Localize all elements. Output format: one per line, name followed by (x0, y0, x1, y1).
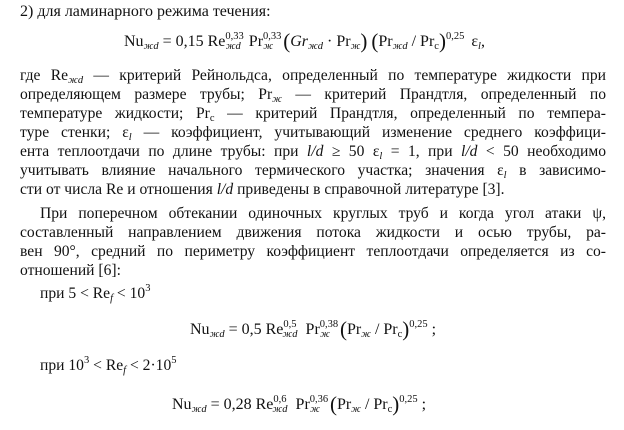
condition-2: при $10^3 < Re_f < 2\cdot 10^5$ (40, 355, 177, 376)
equation-3: $Nu_{жd} = 0,28$ Re$^{0,6}_{жd}$ Pr$^{0,36}_ж$ $(Pr_ж / Pr_с)^{0,25}$ ; (172, 392, 427, 416)
para2-line-2: составленный направлением движения потока жидкости и осью трубы, ра- (20, 224, 606, 241)
para1-line-7: сти от числа Re и отношения l/d приведены в справочной литературе [3]. (20, 181, 505, 198)
equation-2: $Nu_{жd} = 0,5$ Re$^{0,5}_{жd}$ Pr$^{0,38}_ж$ $(Pr_ж / Pr_с)^{0,25}$ ; (190, 317, 437, 341)
para2-line-4: отношений [6]: (20, 262, 121, 279)
para1-line-4: туре стенки; $\varepsilon_l$ — коэффициент, учитывающий изменение среднего коэффици- (20, 124, 606, 143)
para1-line-1: где $Re_{жd}$ — критерий Рейнольдса, определенный по температуре жидкости при (20, 67, 606, 86)
section-heading: 2) для ламинарного режима течения: (20, 3, 271, 20)
para1-line-6: учитывать влияние начального термического участка; значения $\varepsilon_l$ в зависимо- (20, 162, 606, 181)
para1-line-3: температуре жидкости; $Pr_с$ — критерий Прандтля, определенный по темпера- (20, 105, 606, 124)
eq1-lhs: $Nu_{жd}$ (124, 33, 159, 52)
condition-1: при $5 < Re_f < 10^3$ (40, 283, 151, 304)
para2-line-3: вен 90°, средний по периметру коэффициент теплоотдачи определяется из со- (20, 243, 606, 260)
para1-line-5: ента теплоотдачи по длине трубы: при l/d ≥ 50 $\varepsilon_l = 1$, при l/d < 50 необходимо (20, 143, 607, 162)
para2-line-1: При поперечном обтекании одиночных круглых труб и когда угол атаки ψ, (40, 205, 606, 222)
para1-line-2: определяющем размере трубы; $Pr_ж$ — критерий Прандтля, определенный по (20, 86, 606, 105)
equation-laminar: $Nu_{жd} = 0,15$ Re$^{0,33}_{жd}$ Pr$^{0,33}_ж$ $(Gr_{жd} \cdot Pr_ж)$ $(Pr_{жd} / Pr_с)^{0,25}$ $\varepsilon_l$, (124, 29, 485, 53)
